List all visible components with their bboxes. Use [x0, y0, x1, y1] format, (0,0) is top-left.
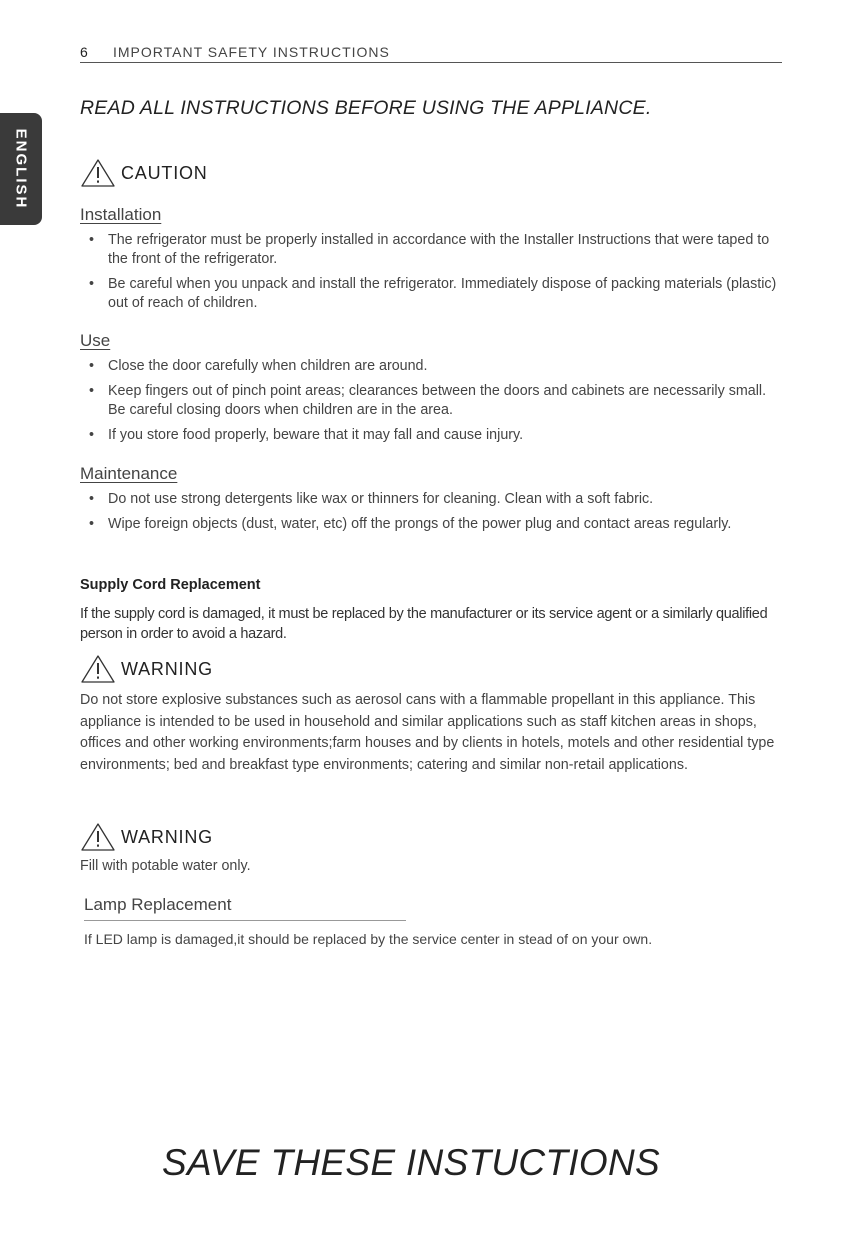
- language-tab: [0, 113, 42, 225]
- lamp-replacement-title: Lamp Replacement: [84, 895, 406, 921]
- section-heading-installation: Installation: [80, 205, 162, 224]
- warning-triangle-icon: [80, 158, 116, 188]
- list-item: • Do not use strong detergents like wax or thinners for cleaning. Clean with a soft fabric.: [80, 490, 780, 509]
- list-item: • Wipe foreign objects (dust, water, etc) off the prongs of the power plug and contact areas regularly.: [80, 515, 780, 534]
- water-warning-body: Fill with potable water only.: [80, 858, 251, 874]
- list-item: • Be careful when you unpack and install the refrigerator. Immediately dispose of packing materials (plastic) out of reach of children.: [80, 275, 780, 313]
- warning-heading-water: [80, 822, 213, 852]
- list-item: • Keep fingers out of pinch point areas; clearances between the doors and cabinets are necessarily small. Be careful closing doors when children are in the area.: [80, 382, 780, 420]
- page-header: [80, 44, 782, 63]
- save-instructions-footer: SAVE THESE INSTUCTIONS: [162, 1142, 660, 1183]
- use-list: [80, 357, 780, 451]
- installation-list: [80, 231, 780, 319]
- maintenance-list: [80, 490, 780, 540]
- warning-body: Do not store explosive substances such as aerosol cans with a flammable propellant in this appliance. This appliance is intended to be used in household and similar applications such as staff kitchen areas in shops, offices and other working environments;farm houses and by clients in hotels, motels and other residential type environments; bed and breakfast type environments; catering and similar non-retail applications.: [80, 692, 775, 773]
- section-heading-maintenance: Maintenance: [80, 464, 178, 483]
- caution-label: CAUTION: [121, 162, 208, 183]
- warning-label: WARNING: [121, 658, 213, 679]
- supply-cord-body: If the supply cord is damaged, it must be replaced by the manufacturer or its service agent or a similarly qualified person in order to avoid a hazard.: [80, 606, 768, 642]
- header-title: IMPORTANT SAFETY INSTRUCTIONS: [113, 44, 390, 60]
- list-item: • The refrigerator must be properly installed in accordance with the Installer Instructions that were taped to the front of the refrigerator.: [80, 231, 780, 269]
- page-number: 6: [80, 44, 89, 60]
- read-all-heading: READ ALL INSTRUCTIONS BEFORE USING THE APPLIANCE.: [80, 97, 652, 119]
- lamp-replacement-body: If LED lamp is damaged,it should be replaced by the service center in stead of on your own.: [84, 931, 653, 947]
- section-heading-use: Use: [80, 331, 111, 350]
- warning-triangle-icon: [80, 822, 116, 852]
- list-item: • If you store food properly, beware that it may fall and cause injury.: [80, 426, 780, 445]
- warning-triangle-icon: [80, 654, 116, 684]
- caution-heading: [80, 158, 208, 188]
- supply-cord-title: Supply Cord Replacement: [80, 577, 261, 593]
- list-item: • Close the door carefully when children are around.: [80, 357, 780, 376]
- language-tab-label: ENGLISH: [12, 128, 30, 210]
- warning-heading: [80, 654, 213, 684]
- warning-label: WARNING: [121, 826, 213, 847]
